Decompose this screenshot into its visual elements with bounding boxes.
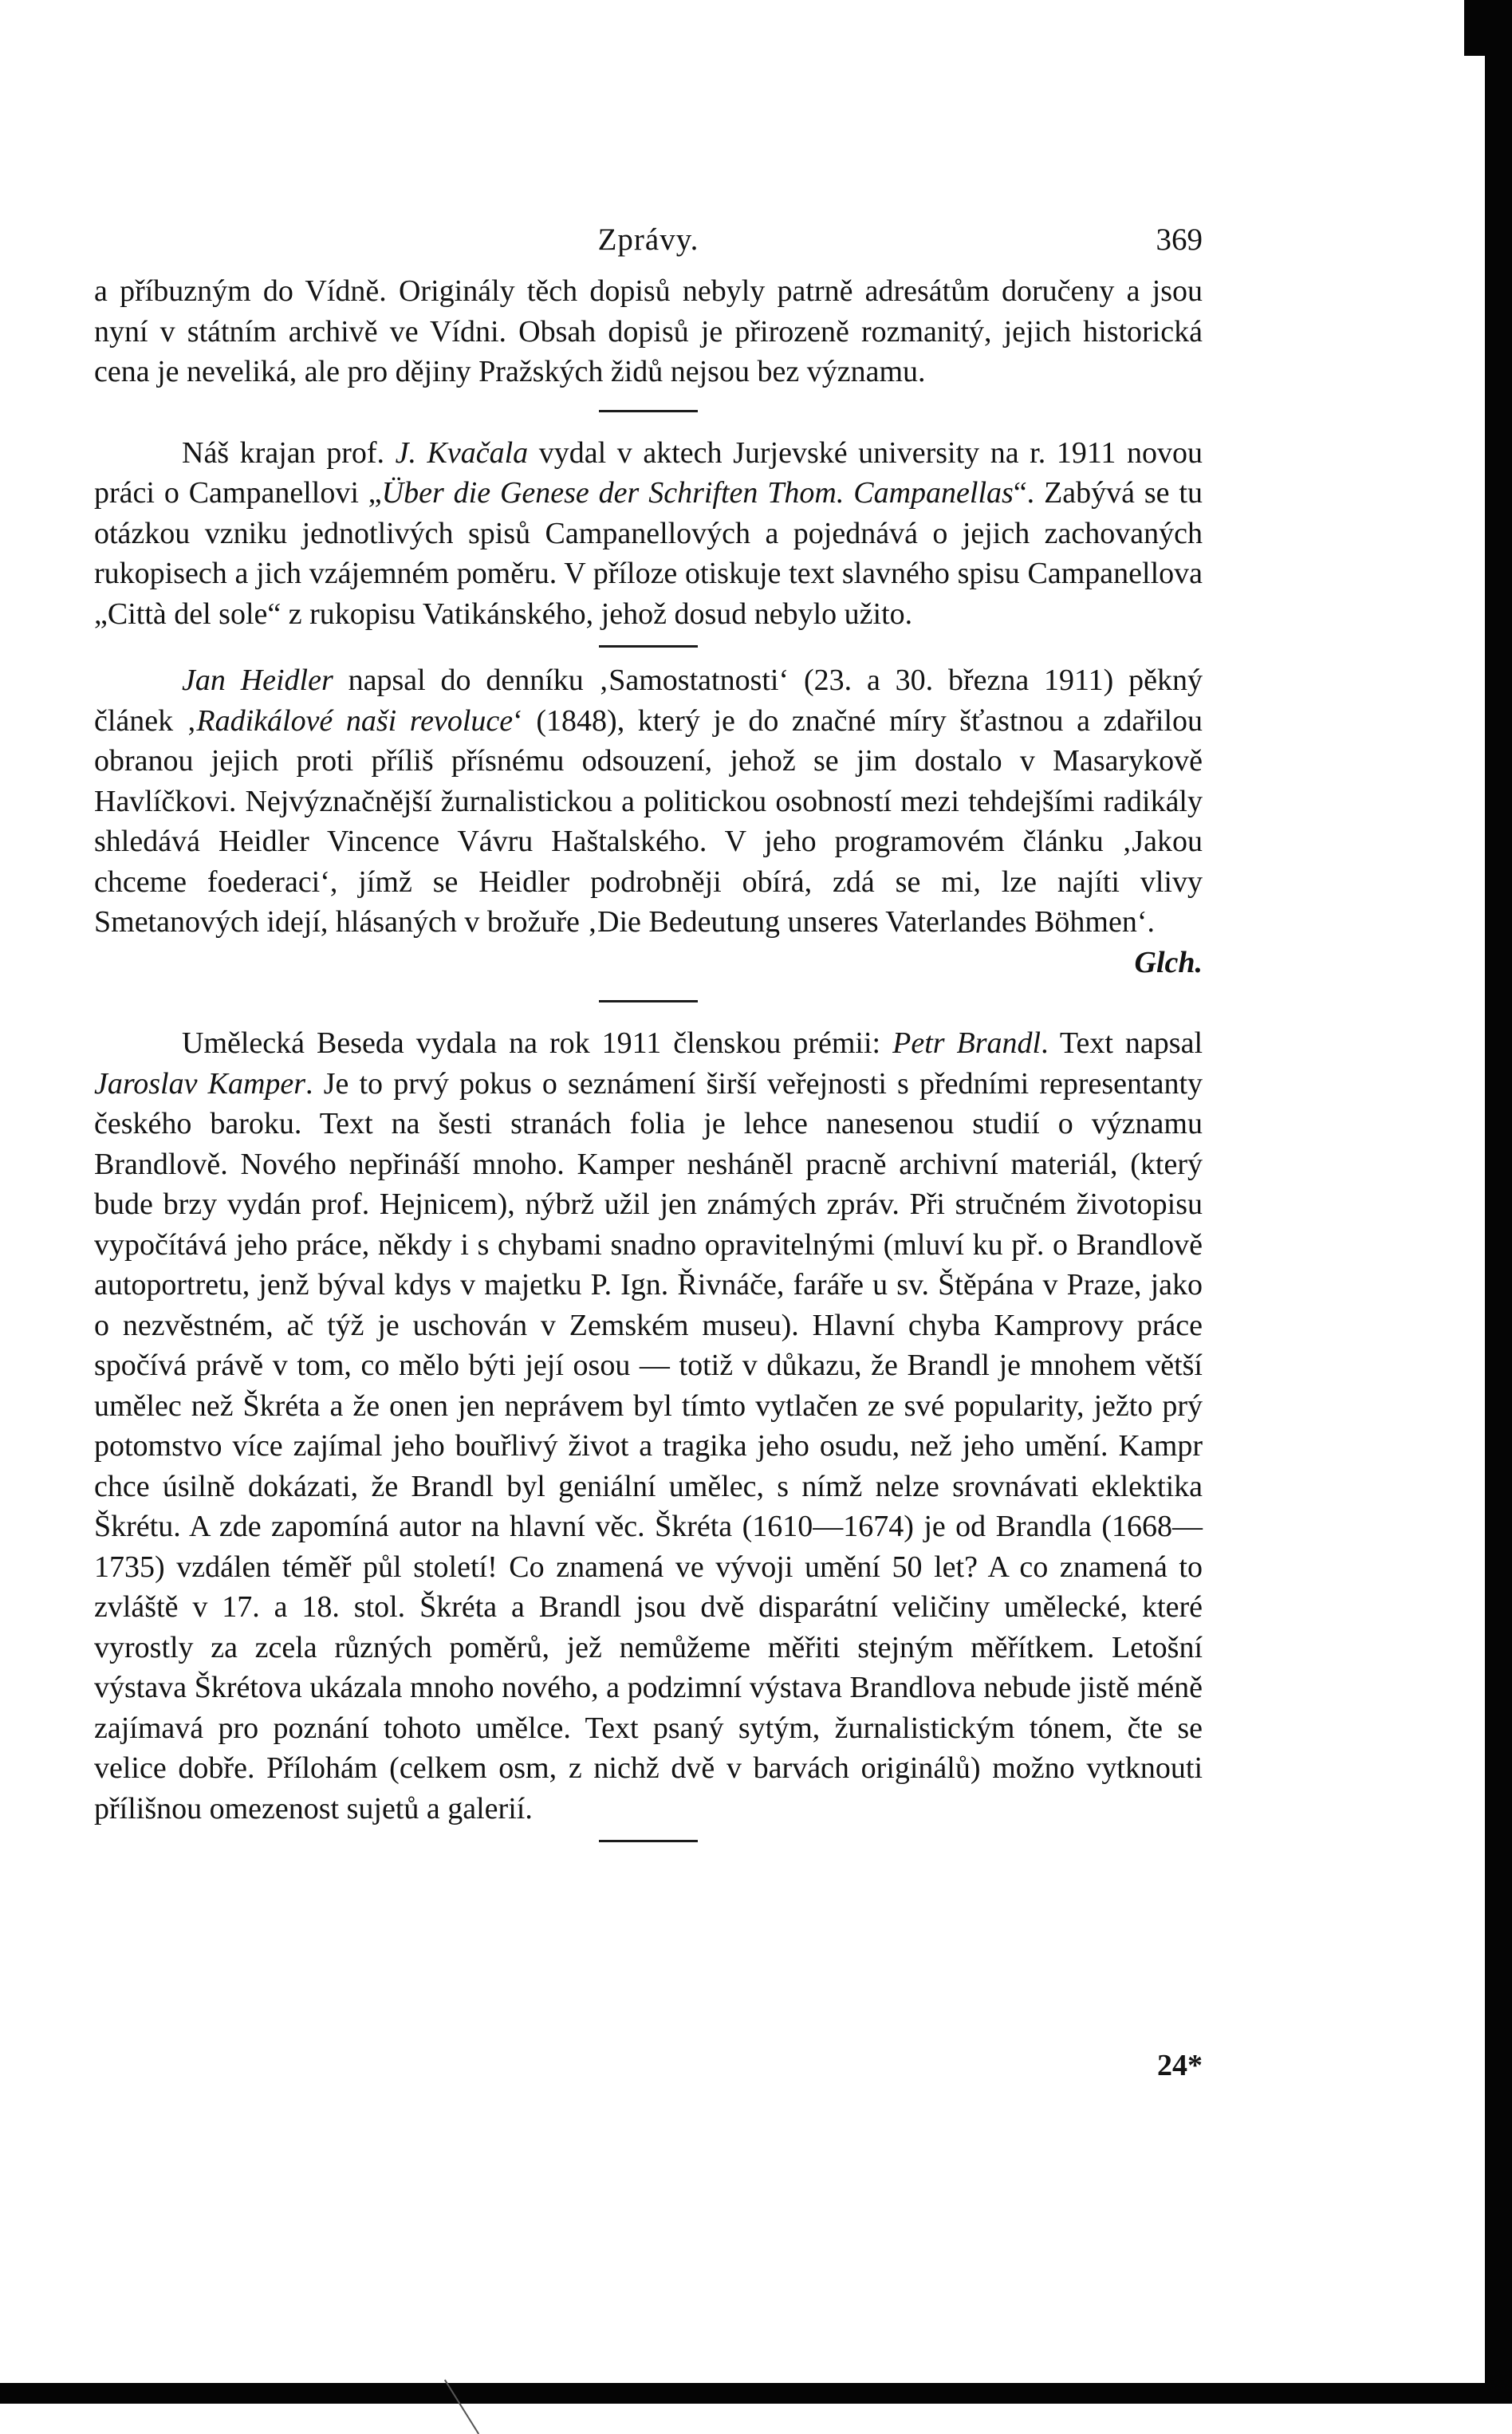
section-divider bbox=[599, 645, 698, 648]
section-divider bbox=[599, 1000, 698, 1002]
work-title: Über die Genese der Schriften Thom. Campanellas bbox=[381, 476, 1014, 510]
paragraph-1: a příbuzným do Vídně. Originály těch dopisů nebyly patrně adresátům doručeny a jsou nyní v státním archivě ve Vídni. Obsah dopisů je přirozeně rozmanitý, jejich historická cena je neveliká, ale pro dějiny Pražských židů nejsou bez významu. bbox=[94, 274, 1203, 388]
page-header bbox=[94, 222, 1203, 271]
author-name: J. Kvačala bbox=[395, 435, 529, 470]
signature-mark: 24* bbox=[1157, 2049, 1203, 2082]
section-divider bbox=[599, 1840, 698, 1842]
page-body bbox=[94, 222, 1203, 2082]
subject-name: Petr Brandl bbox=[892, 1026, 1041, 1060]
scan-border-right bbox=[1485, 0, 1512, 2404]
running-title: Zprávy. bbox=[597, 223, 699, 257]
author-name: Jan Heidler bbox=[182, 664, 333, 697]
article-title: Radikálové naši revoluce bbox=[196, 703, 514, 738]
section-divider bbox=[599, 410, 698, 412]
scan-border-bottom bbox=[0, 2383, 1512, 2404]
scan-border-notch bbox=[1464, 0, 1485, 56]
author-name: Jaroslav Kamper bbox=[94, 1066, 306, 1101]
page-number: 369 bbox=[1156, 223, 1203, 257]
paragraph-2: Náš krajan prof. J. Kvačala vydal v aktech Jurjevské university na r. 1911 novou práci o Campanellovi „Über die Genese der Schriften Thom. Campanellas“. Zabývá se tu otázkou vzniku jednotlivých spisů Campanellových a pojednává o jejich zachovaných rukopisech a jich vzájemném poměru. V příloze otiskuje text slavného spisu Campanellova „Città del sole“ z rukopisu Vatikánského, jehož dosud nebylo užito. bbox=[94, 435, 1203, 631]
paragraph-4: Umělecká Beseda vydala na rok 1911 členskou prémii: Petr Brandl. Text napsal Jaroslav Kamper. Je to prvý pokus o seznámení širší veřejnosti s předními representanty českého baroku. Text na šesti stranách folia je lehce nanesenou studií o významu Brandlově. Nového nepřináší mnoho. Kamper nesháněl pracně archivní materiál, (který bude brzy vydán prof. Hejnicem), nýbrž užil jen známých zpráv. Při stručném životopisu vypočítává jeho práce, někdy i s chybami snadno opravitelnými (mluví ku př. o Brandlově autoportretu, jenž býval kdys v majetku P. Ign. Řivnáče, faráře u sv. Štěpána v Praze, jako o nezvěstném, ač týž je uschován v Zemském museu). Hlavní chyba Kamprovy práce spočívá právě v tom, co mělo býti její osou — totiž v důkazu, že Brandl je mnohem větší umělec než Škréta a že onen jen neprávem byl tímto vytlačen ze své popularity, ježto prý potomstvo více zajímal jeho bouřlivý život a tragika jeho osudu, než jeho umění. Kampr chce úsilně dokázati, že Brandl byl geniální umělec, s nímž nelze srovnávati eklektika Škrétu. A zde zapomíná autor na hlavní věc. Škréta (1610—1674) je od Brandla (1668—1735) vzdálen téměř půl století! Co znamená ve vývoji umění 50 let? A co znamená to zvláště v 17. a 18. stol. Škréta a Brandl jsou dvě disparátní veličiny umělecké, které vyrostly za zcela různých poměrů, jež nemůžeme měřiti stejným měřítkem. Letošní výstava Škrétova ukázala mnoho nového, a podzimní výstava Brandlova nebude jistě méně zajímavá pro poznání tohoto umělce. Text psaný sytým, žurnalistickým tónem, čte se velice dobře. Přílohám (celkem osm, z nichž dvě v barvách originálů) možno vytknouti přílišnou omezenost sujetů a galerií. bbox=[94, 1026, 1203, 1826]
paragraph-3: Jan Heidler napsal do denníku ‚Samostatnosti‘ (23. a 30. března 1911) pěkný článek ‚Radikálové naši revoluce‘ (1848), který je do značné míry šťastnou a zdařilou obranou jejich proti příliš přísnému odsouzení, jehož se jim dostalo v Masarykově Havlíčkovi. Nejvýznačnější žurnalistickou a politickou osobností mezi tehdejšími radikály shledává Heidler Vincence Vávru Haštalského. V jeho programovém článku ‚Jakou chceme foederaci‘, jímž se Heidler podrobněji obírá, zdá se mi, lze najíti vlivy Smetanových idejí, hlásaných v brožuře ‚Die Bedeutung unseres Vaterlandes Böhmen‘. bbox=[94, 664, 1203, 939]
author-signature: Glch. bbox=[1134, 945, 1203, 979]
